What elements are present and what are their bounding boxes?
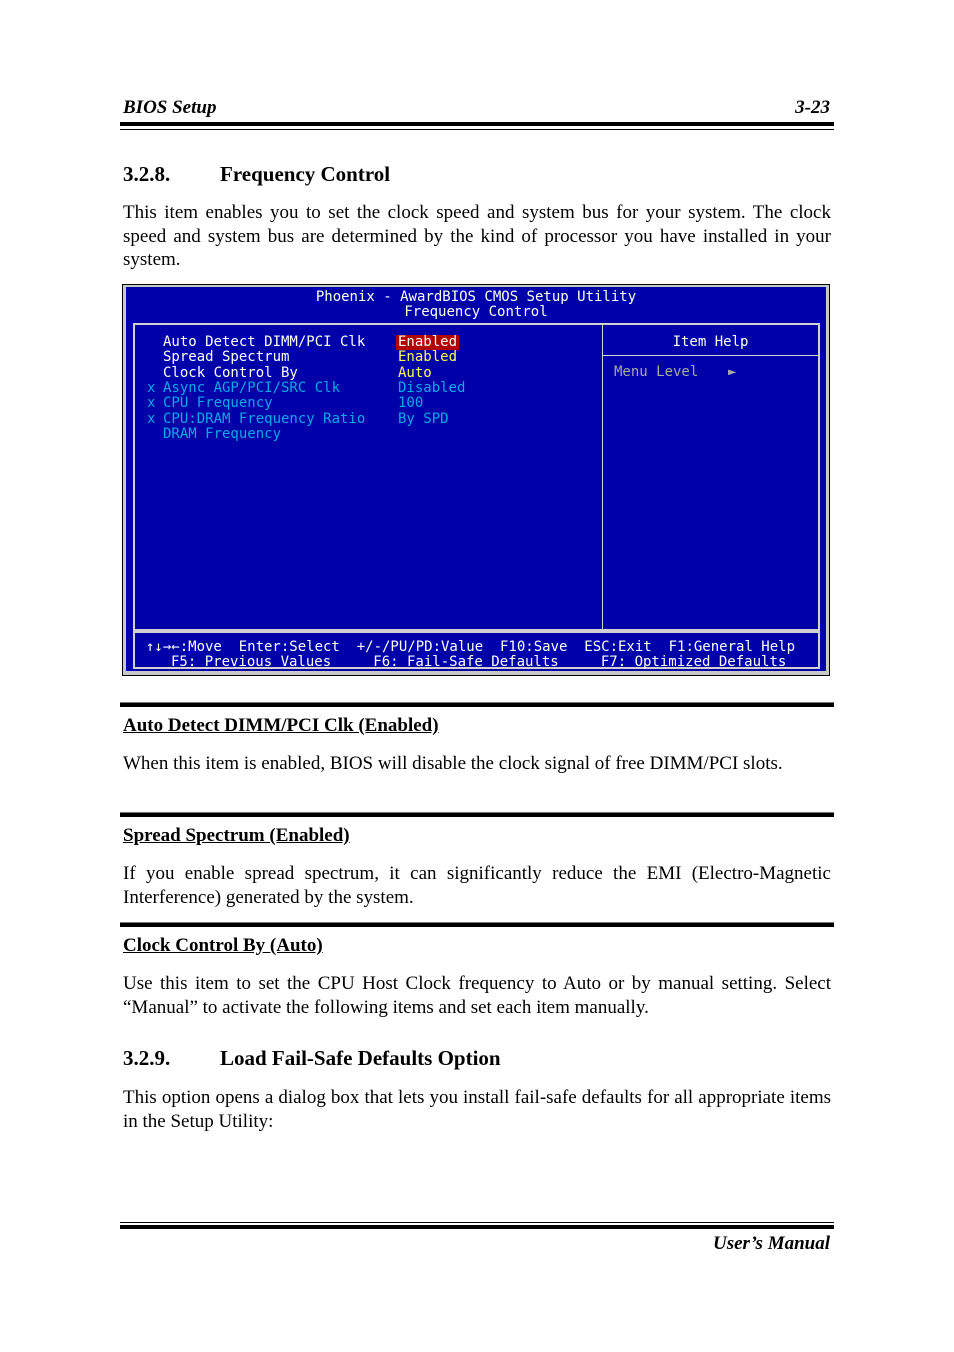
bios-footer-keys: ↑↓→←:Move Enter:Select +/-/PU/PD:Value F10:Save ESC:Exit F1:General Help [146, 639, 796, 655]
header-rule-thin [120, 129, 834, 130]
bios-item-value[interactable]: Disabled [398, 379, 466, 396]
bios-item-label[interactable]: Async AGP/PCI/SRC Clk [163, 379, 341, 396]
help-heading-auto-detect: Auto Detect DIMM/PCI Clk (Enabled) [123, 715, 439, 736]
bios-title: Phoenix - AwardBIOS CMOS Setup Utility [315, 289, 637, 305]
bios-item-prefix: x [147, 410, 156, 427]
bios-subtitle: Frequency Control [404, 304, 548, 320]
bios-item-label[interactable]: Auto Detect DIMM/PCI Clk [163, 334, 366, 350]
footer-manual-title: User’s Manual [712, 1233, 830, 1254]
separator-1 [120, 702, 834, 707]
bios-item-label[interactable]: CPU:DRAM Frequency Ratio [163, 410, 366, 427]
bios-screen [126, 287, 826, 671]
help-heading-clock-control: Clock Control By (Auto) [123, 935, 323, 956]
footer-rule [120, 1225, 834, 1229]
bios-item-prefix: x [147, 379, 156, 396]
help-text-spread-spectrum: If you enable spread spectrum, it can significantly reduce the EMI (Electro-Magnetic Interference) generated by the system. [123, 863, 831, 908]
section-title: Frequency Control [220, 162, 391, 186]
header-rule [120, 122, 834, 126]
help-heading-spread-spectrum: Spread Spectrum (Enabled) [123, 825, 350, 846]
help-text-clock-control: Use this item to set the CPU Host Clock frequency to Auto or by manual setting. Select “Manual” to activate the following items and set each item manually. [123, 973, 831, 1018]
help-text-auto-detect: When this item is enabled, BIOS will disable the clock signal of free DIMM/PCI slots. [123, 753, 783, 774]
bios-help-divider [603, 355, 818, 356]
menu-level-arrow-icon: ► [728, 364, 737, 380]
footer-rule-thin [120, 1222, 834, 1223]
menu-level-label: Menu Level [614, 364, 699, 380]
page-number: 3-23 [795, 97, 830, 118]
bios-screenshot [122, 284, 830, 676]
bios-item-value-selected[interactable]: Enabled [398, 334, 458, 350]
bios-item-value[interactable]: Auto [398, 364, 432, 381]
section-number: 3.2.9. [123, 1046, 171, 1070]
section-heading-load-fail-safe [123, 1046, 501, 1071]
bios-item-value[interactable]: Enabled [398, 349, 458, 366]
bios-item-label[interactable]: Spread Spectrum [163, 349, 290, 366]
separator-2 [120, 812, 834, 817]
bios-item-value[interactable]: By SPD [398, 410, 449, 427]
section-heading-frequency-control [123, 162, 390, 187]
bios-item-value[interactable]: 100 [398, 395, 424, 412]
running-header-title: BIOS Setup [123, 97, 217, 118]
section-title: Load Fail-Safe Defaults Option [220, 1046, 501, 1070]
bios-item-label[interactable]: DRAM Frequency [163, 425, 282, 442]
bios-item-label[interactable]: Clock Control By [163, 364, 298, 381]
bios-footer-defaults: F5: Previous Values F6: Fail-Safe Defaults F7: Optimized Defaults [171, 654, 787, 670]
separator-3 [120, 922, 834, 927]
section-intro: This option opens a dialog box that lets you install fail-safe defaults for all appropriate items in the Setup Utility: [123, 1087, 831, 1132]
bios-item-prefix: x [147, 395, 156, 412]
section-number: 3.2.8. [123, 162, 171, 186]
bios-item-label[interactable]: CPU Frequency [163, 395, 273, 412]
bios-divider [602, 325, 603, 629]
section-intro: This item enables you to set the clock speed and system bus for your system. The clock speed and system bus are determined by the kind of processor you have installed in your system. [123, 202, 831, 270]
item-help-title: Item Help [672, 334, 749, 350]
